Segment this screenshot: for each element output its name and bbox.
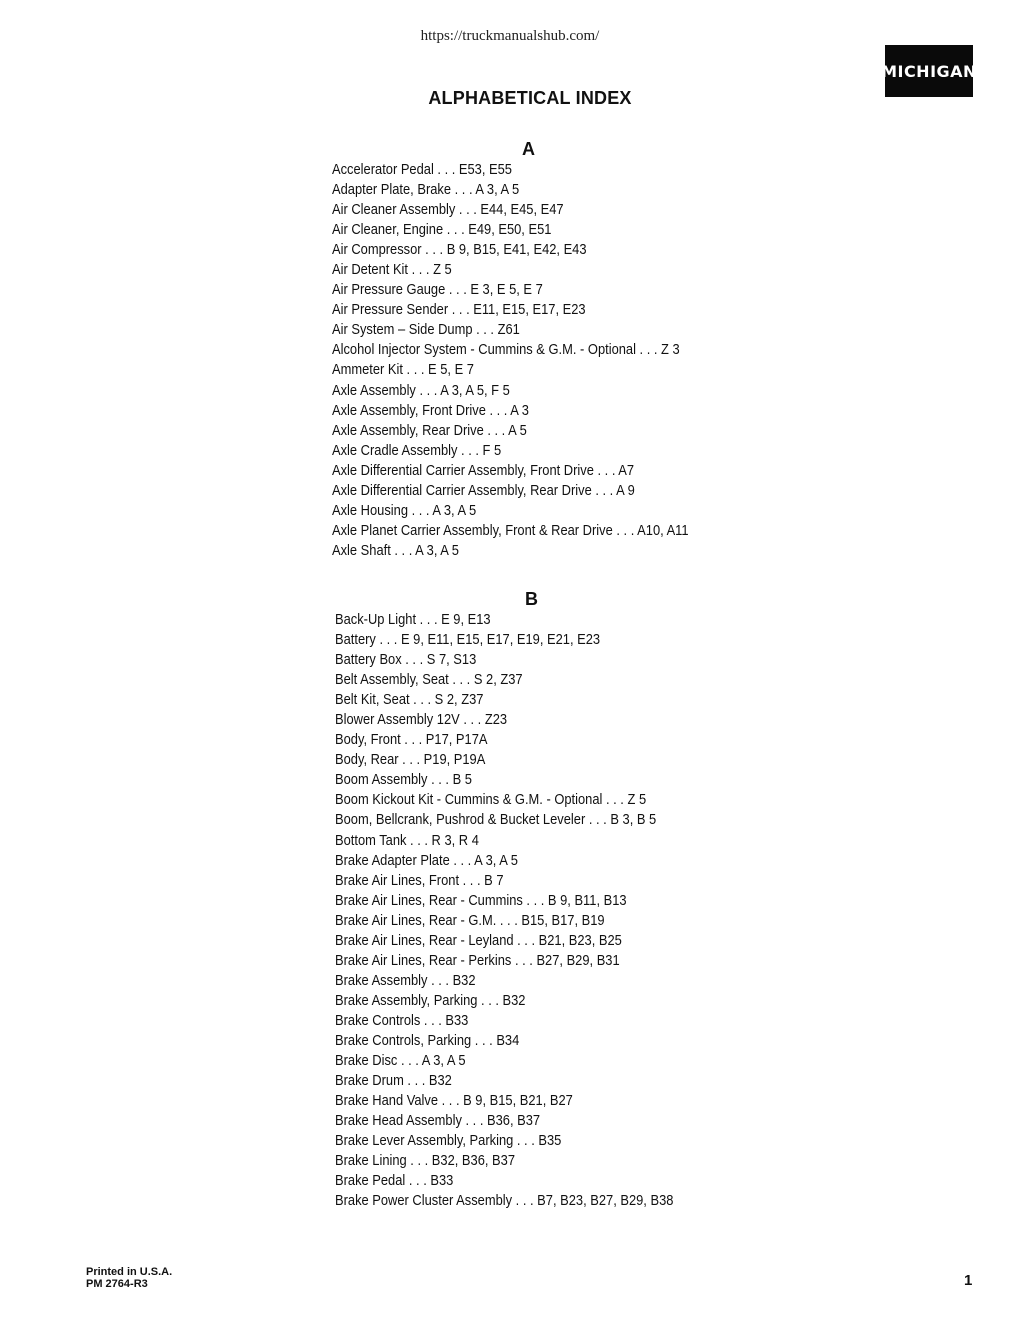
index-entry: Brake Air Lines, Rear - Perkins . . . B27, B29, B31 <box>335 951 620 969</box>
index-entry: Brake Power Cluster Assembly . . . B7, B23, B27, B29, B38 <box>335 1192 674 1210</box>
index-entry: Air System – Side Dump . . . Z61 <box>332 321 520 339</box>
index-entry: Brake Air Lines, Front . . . B 7 <box>335 871 504 889</box>
index-entry: Brake Air Lines, Rear - Cummins . . . B 9, B11, B13 <box>335 891 627 909</box>
index-entry: Air Detent Kit . . . Z 5 <box>332 261 452 279</box>
index-entry: Adapter Plate, Brake . . . A 3, A 5 <box>332 181 520 199</box>
index-entry: Axle Assembly . . . A 3, A 5, F 5 <box>332 381 510 399</box>
index-entry: Boom Kickout Kit - Cummins & G.M. - Optional . . . Z 5 <box>335 791 647 809</box>
index-entry: Ammeter Kit . . . E 5, E 7 <box>332 361 474 379</box>
index-entry: Brake Disc . . . A 3, A 5 <box>335 1052 466 1070</box>
page-title: ALPHABETICAL INDEX <box>428 88 632 108</box>
index-entry: Belt Assembly, Seat . . . S 2, Z37 <box>335 671 523 689</box>
index-entry: Axle Differential Carrier Assembly, Front Drive . . . A7 <box>332 461 635 479</box>
index-entry: Axle Planet Carrier Assembly, Front & Rear Drive . . . A10, A11 <box>332 521 689 539</box>
index-entry: Belt Kit, Seat . . . S 2, Z37 <box>335 691 484 709</box>
index-entry: Air Pressure Gauge . . . E 3, E 5, E 7 <box>332 281 543 299</box>
index-entry: Battery Box . . . S 7, S13 <box>335 651 477 669</box>
index-entry: Body, Front . . . P17, P17A <box>335 731 488 749</box>
index-entry: Boom, Bellcrank, Pushrod & Bucket Leveler . . . B 3, B 5 <box>335 811 657 829</box>
index-entry: Air Cleaner Assembly . . . E44, E45, E47 <box>332 201 564 219</box>
print-info <box>86 1266 172 1290</box>
index-entry: Brake Hand Valve . . . B 9, B15, B21, B27 <box>335 1092 573 1110</box>
index-entry: Brake Lever Assembly, Parking . . . B35 <box>335 1132 562 1150</box>
index-entry: Boom Assembly . . . B 5 <box>335 771 472 789</box>
section-letter: A <box>522 139 535 159</box>
index-entry: Body, Rear . . . P19, P19A <box>335 751 486 769</box>
index-entry: Brake Assembly, Parking . . . B32 <box>335 991 526 1009</box>
index-entry: Brake Lining . . . B32, B36, B37 <box>335 1152 515 1170</box>
index-entry: Axle Assembly, Front Drive . . . A 3 <box>332 401 529 419</box>
index-entry: Axle Shaft . . . A 3, A 5 <box>332 541 459 559</box>
index-entry: Bottom Tank . . . R 3, R 4 <box>335 831 479 849</box>
index-section-b <box>335 588 729 1211</box>
index-entry: Brake Assembly . . . B32 <box>335 971 476 989</box>
index-entry: Back-Up Light . . . E 9, E13 <box>335 611 491 628</box>
index-entry: Brake Air Lines, Rear - Leyland . . . B21, B23, B25 <box>335 931 622 949</box>
index-entry: Brake Drum . . . B32 <box>335 1072 452 1090</box>
index-entry: Brake Controls . . . B33 <box>335 1011 469 1029</box>
index-entry: Brake Head Assembly . . . B36, B37 <box>335 1112 541 1130</box>
index-entry: Axle Cradle Assembly . . . F 5 <box>332 441 502 459</box>
page-number: 1 <box>964 1272 973 1289</box>
index-entry: Axle Assembly, Rear Drive . . . A 5 <box>332 421 527 439</box>
index-entry-list <box>332 160 747 561</box>
michigan-logo: MICHIGAN <box>885 45 973 97</box>
index-entry: Axle Housing . . . A 3, A 5 <box>332 501 477 519</box>
index-entry: Air Compressor . . . B 9, B15, E41, E42, E43 <box>332 241 587 259</box>
source-url: https://truckmanualshub.com/ <box>420 28 600 44</box>
index-entry: Battery . . . E 9, E11, E15, E17, E19, E21, E23 <box>335 631 601 649</box>
index-entry: Brake Pedal . . . B33 <box>335 1172 454 1190</box>
index-entry: Brake Adapter Plate . . . A 3, A 5 <box>335 851 518 869</box>
index-entry: Brake Controls, Parking . . . B34 <box>335 1031 520 1049</box>
publication-code: PM 2764-R3 <box>86 1278 148 1290</box>
index-entry: Blower Assembly 12V . . . Z23 <box>335 711 508 729</box>
index-entry: Air Cleaner, Engine . . . E49, E50, E51 <box>332 221 552 239</box>
index-entry-list <box>335 610 729 1211</box>
section-letter: B <box>525 589 538 609</box>
index-entry: Brake Air Lines, Rear - G.M. . . . B15, B17, B19 <box>335 911 605 929</box>
printed-location: Printed in U.S.A. <box>86 1266 173 1278</box>
index-entry: Accelerator Pedal . . . E53, E55 <box>332 161 512 178</box>
index-entry: Alcohol Injector System - Cummins & G.M. - Optional . . . Z 3 <box>332 341 680 359</box>
index-entry: Air Pressure Sender . . . E11, E15, E17, E23 <box>332 301 586 319</box>
index-section-a <box>332 138 747 561</box>
index-entry: Axle Differential Carrier Assembly, Rear Drive . . . A 9 <box>332 481 635 499</box>
